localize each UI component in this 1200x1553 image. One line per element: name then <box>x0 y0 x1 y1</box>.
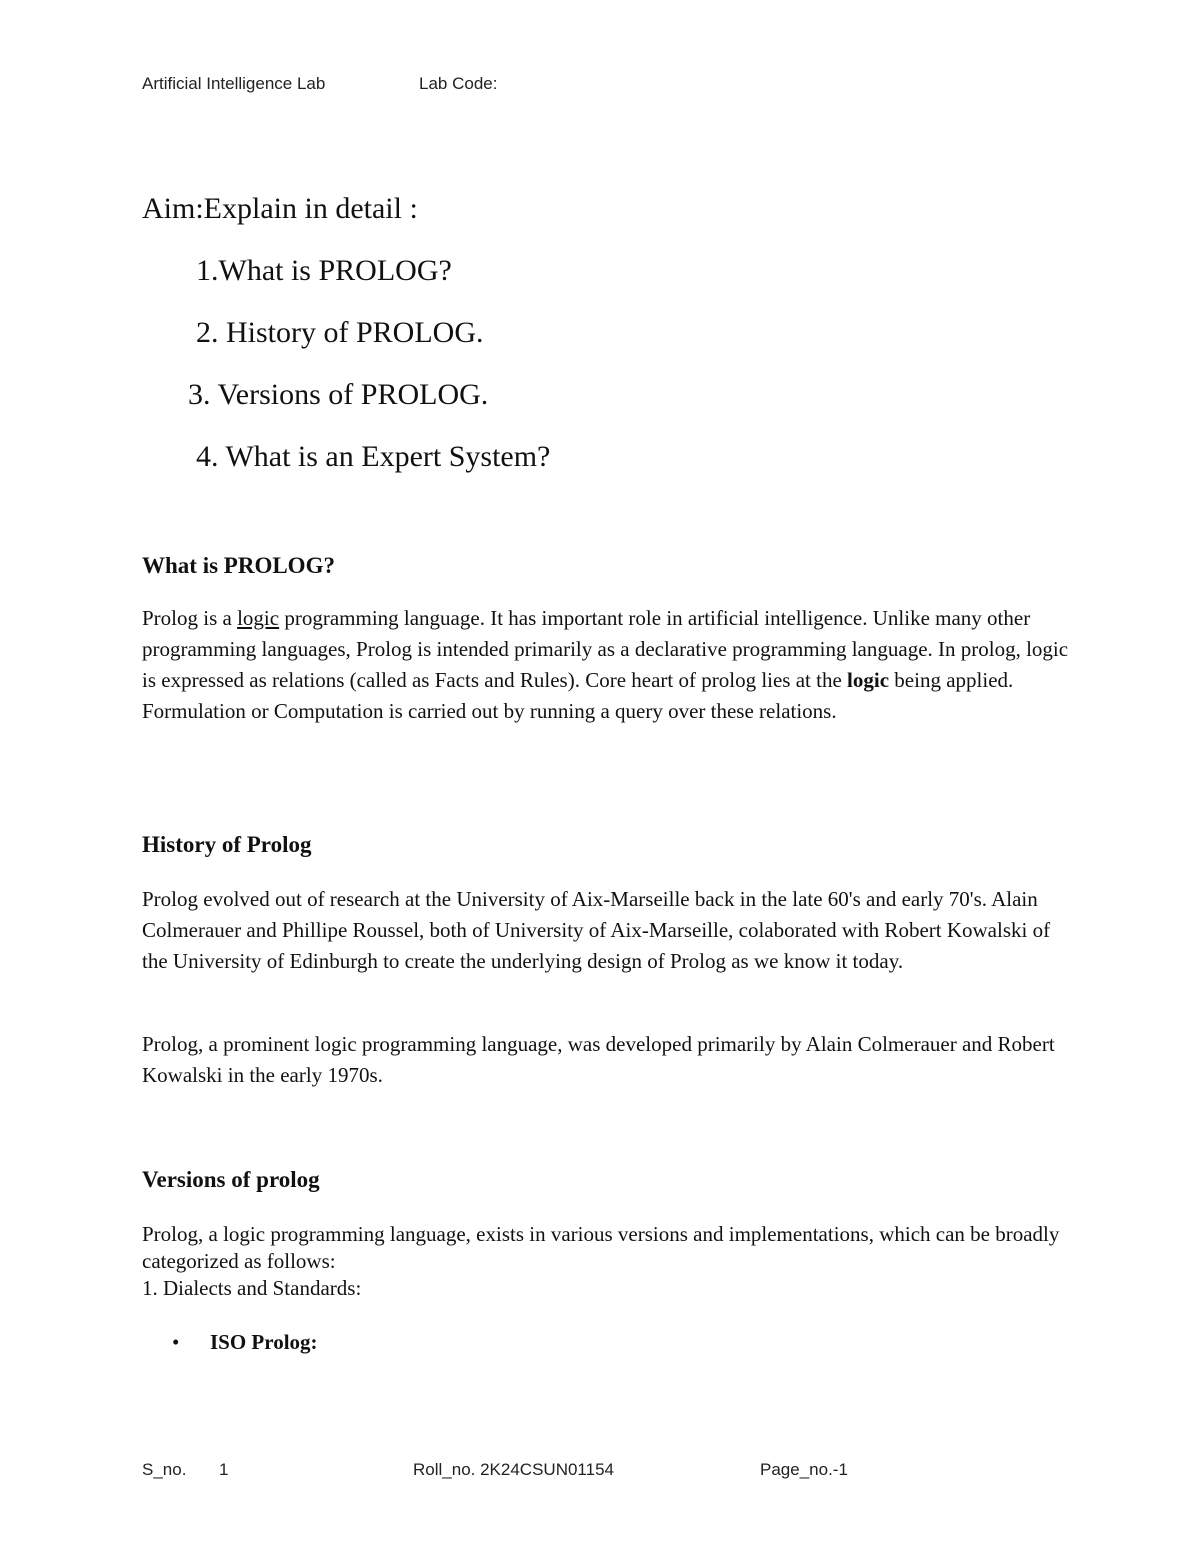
logic-bold-word: logic <box>847 668 890 692</box>
history-paragraph-2: Prolog, a prominent logic programming language, was developed primarily by Alain Colmerauer and Robert Kowalski in the early 1970s. <box>142 1032 1055 1087</box>
bullet-text: ISO Prolog: <box>210 1330 318 1354</box>
aim-item-4: 4. What is an Expert System? <box>196 440 551 473</box>
versions-list-heading: 1. Dialects and Standards: <box>142 1276 362 1300</box>
logic-underlined-word: logic <box>237 606 280 630</box>
list-item <box>172 1330 318 1355</box>
header-course-title: Artificial Intelligence Lab <box>142 74 326 93</box>
aim-item-2: 2. History of PROLOG. <box>196 316 484 349</box>
aim-item-3: 3. Versions of PROLOG. <box>188 378 489 411</box>
versions-intro: Prolog, a logic programming language, exists in various versions and implementations, which can be broadly categorized as follows: <box>142 1222 1060 1273</box>
bullet-icon: • <box>172 1330 180 1354</box>
aim-title: Aim:Explain in detail : <box>142 192 418 225</box>
footer-roll-number: Roll_no. 2K24CSUN01154 <box>413 1460 614 1479</box>
para-text: Prolog is a <box>142 606 238 630</box>
header-lab-code: Lab Code: <box>419 74 498 93</box>
footer-page-number: Page_no.-1 <box>760 1460 848 1479</box>
aim-item-1: 1.What is PROLOG? <box>196 254 452 287</box>
section-heading-what-is-prolog: What is PROLOG? <box>142 553 335 578</box>
footer-sno-label: S_no. <box>142 1460 187 1479</box>
what-is-prolog-paragraph <box>142 603 1072 727</box>
section-heading-history: History of Prolog <box>142 832 312 857</box>
para-text: being applied. Formulation or Computation is carried out by running a query over these relations. <box>142 668 1014 723</box>
footer-sno-value: 1 <box>219 1460 229 1479</box>
para-text: programming language. It has important role in artificial intelligence. Unlike many other programming languages, Prolog is intended primarily as a declarative programming language. In prolog, logic is expressed as relations (called as Facts and Rules). Core heart of prolog lies at the <box>142 606 1069 692</box>
section-heading-versions: Versions of prolog <box>142 1167 320 1192</box>
history-paragraph-1: Prolog evolved out of research at the University of Aix-Marseille back in the late 60's and early 70's. Alain Colmerauer and Phillipe Roussel, both of University of Aix-Marseille, colaborated with Robert Kowalski of the University of Edinburgh to create the underlying design of Prolog as we know it today. <box>142 887 1051 973</box>
